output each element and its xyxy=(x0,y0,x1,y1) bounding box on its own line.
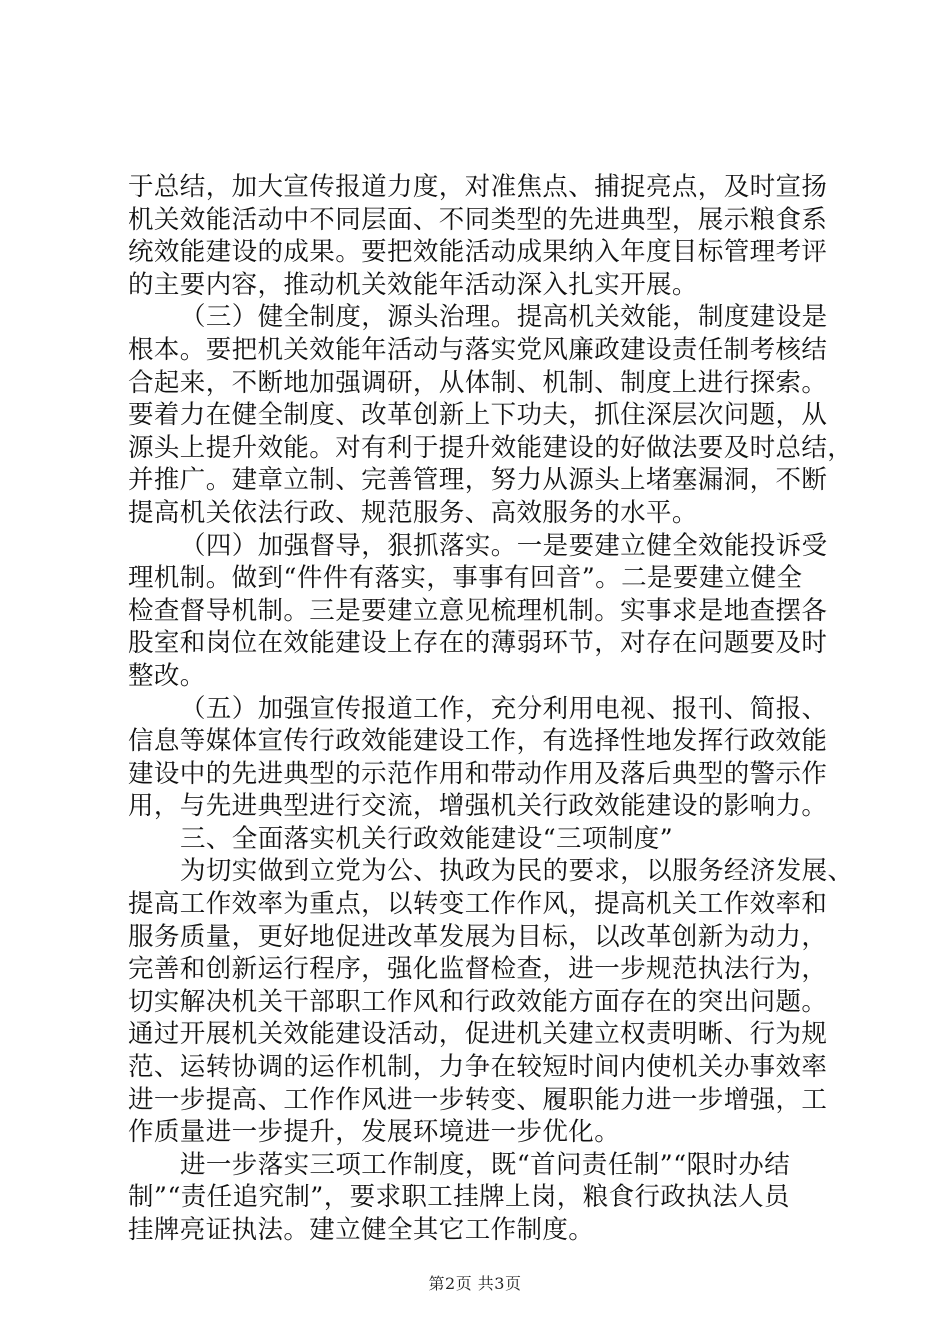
text-line: 检查督导机制。三是要建立意见梳理机制。实事求是地查摆各 xyxy=(128,595,828,626)
text-line: 的主要内容，推动机关效能年活动深入扎实开展。 xyxy=(128,269,698,300)
section-heading-line: （三）健全制度，源头治理。提高机关效能，制度建设是 xyxy=(180,302,828,333)
text-line: 切实解决机关干部职工作风和行政效能方面存在的突出问题。 xyxy=(128,986,828,1017)
section-heading-line: （四）加强督导，狠抓落实。一是要建立健全效能投诉受 xyxy=(180,530,828,561)
text-line: 根本。要把机关效能年活动与落实党风廉政建设责任制考核结 xyxy=(128,334,828,365)
paragraph-first-line: 进一步落实三项工作制度，既“首问责任制”“限时办结 xyxy=(180,1149,791,1180)
text-line: 制”“责任追究制”，要求职工挂牌上岗，粮食行政执法人员 xyxy=(128,1182,790,1213)
page-footer: 第2页 共3页 xyxy=(428,1274,522,1293)
text-line: 提高工作效率为重点，以转变工作作风，提高机关工作效率和 xyxy=(128,889,828,920)
chapter-heading-line: 三、全面落实机关行政效能建设“三项制度” xyxy=(180,823,674,854)
text-line: 于总结，加大宣传报道力度，对准焦点、捕捉亮点，及时宣扬 xyxy=(128,172,828,202)
text-line: 完善和创新运行程序，强化监督检查，进一步规范执法行为， xyxy=(128,954,828,985)
text-line: 通过开展机关效能建设活动，促进机关建立权责明晰、行为规 xyxy=(128,1019,828,1050)
text-line: 源头上提升效能。对有利于提升效能建设的好做法要及时总结， xyxy=(128,432,854,463)
text-line: 理机制。做到“件件有落实，事事有回音”。二是要建立健全 xyxy=(128,563,803,594)
text-line: 建设中的先进典型的示范作用和带动作用及落后典型的警示作 xyxy=(128,758,828,789)
text-line: 机关效能活动中不同层面、不同类型的先进典型，展示粮食系 xyxy=(128,204,828,235)
text-line: 范、运转协调的运作机制，力争在较短时间内使机关办事效率 xyxy=(128,1052,828,1083)
text-line: 统效能建设的成果。要把效能活动成果纳入年度目标管理考评 xyxy=(128,237,828,268)
text-line: 整改。 xyxy=(128,660,206,691)
text-line: 挂牌亮证执法。建立健全其它工作制度。 xyxy=(128,1215,595,1245)
text-line: 信息等媒体宣传行政效能建设工作，有选择性地发挥行政效能 xyxy=(128,726,828,757)
section-heading-line: （五）加强宣传报道工作，充分利用电视、报刊、简报、 xyxy=(180,693,828,724)
text-line: 合起来，不断地加强调研，从体制、机制、制度上进行探索。 xyxy=(128,367,828,398)
text-line: 要着力在健全制度、改革创新上下功夫，抓住深层次问题，从 xyxy=(128,400,828,431)
text-line: 提高机关依法行政、规范服务、高效服务的水平。 xyxy=(128,497,698,528)
text-line: 并推广。建章立制、完善管理，努力从源头上堵塞漏洞，不断 xyxy=(128,465,828,496)
paragraph-first-line: 为切实做到立党为公、执政为民的要求，以服务经济发展、 xyxy=(180,856,854,887)
text-line: 进一步提高、工作作风进一步转变、履职能力进一步增强，工 xyxy=(128,1084,828,1115)
text-line: 股室和岗位在效能建设上存在的薄弱环节，对存在问题要及时 xyxy=(128,628,828,659)
text-line: 用，与先进典型进行交流，增强机关行政效能建设的影响力。 xyxy=(128,791,828,822)
text-line: 服务质量，更好地促进改革发展为目标，以改革创新为动力， xyxy=(128,921,828,952)
document-body xyxy=(128,171,854,1247)
text-line: 作质量进一步提升，发展环境进一步优化。 xyxy=(128,1117,621,1148)
